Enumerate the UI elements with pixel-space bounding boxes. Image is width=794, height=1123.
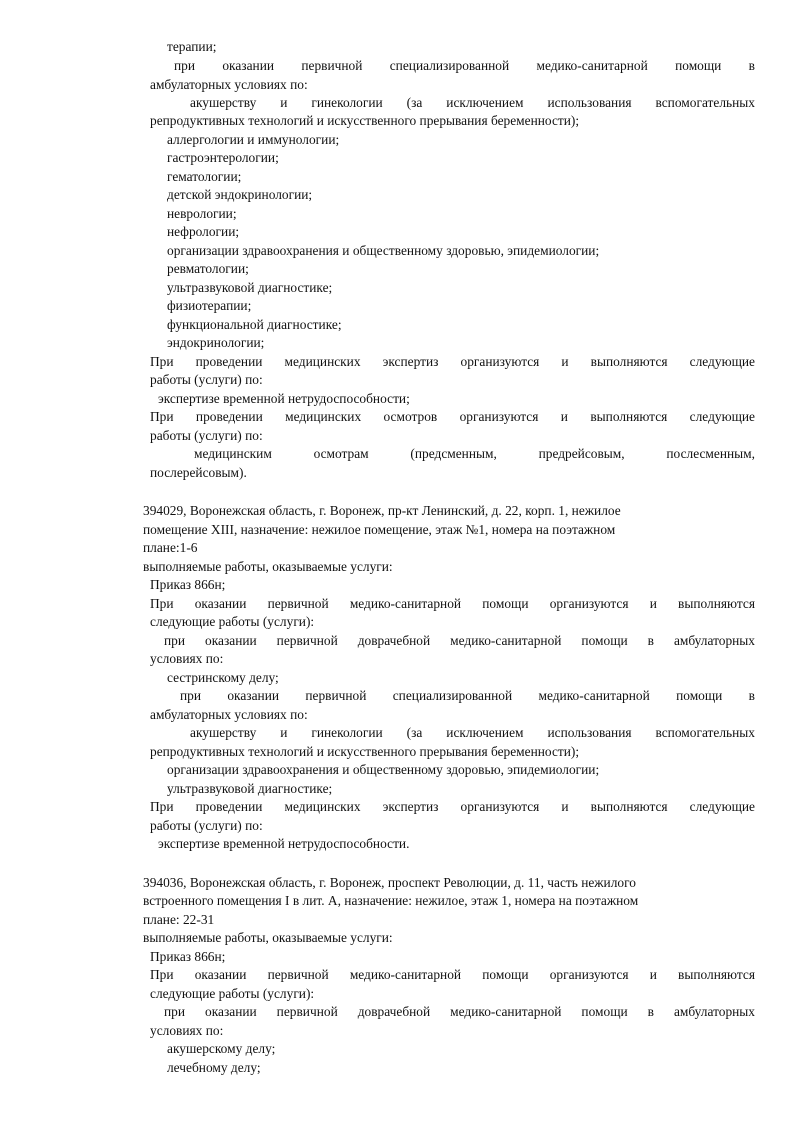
text-line: послерейсовым).	[150, 465, 247, 480]
text-line: экспертизе временной нетрудоспособности.	[158, 836, 410, 851]
address-line: 394029, Воронежская область, г. Воронеж, пр-кт Ленинский, д. 22, корп. 1, нежилое	[143, 503, 621, 518]
text-line: акушерству и гинекологии (за исключением использования вспомогательных	[190, 95, 755, 110]
text-line: неврологии;	[167, 206, 237, 221]
text-line: условиях по:	[150, 651, 224, 666]
text-line: При проведении медицинских осмотров организуются и выполняются следующие	[150, 409, 755, 424]
text-line: При оказании первичной медико-санитарной помощи организуются и выполняются	[150, 596, 755, 611]
text-line: ультразвуковой диагностике;	[167, 280, 333, 295]
address-line: встроенного помещения I в лит. А, назначение: нежилое, этаж 1, номера на поэтажном	[143, 893, 639, 908]
text-line: репродуктивных технологий и искусственного прерывания беременности);	[150, 113, 580, 128]
address-line: помещение XIII, назначение: нежилое помещение, этаж №1, номера на поэтажном	[143, 522, 616, 537]
text-line: при оказании первичной специализированной медико-санитарной помощи в	[174, 58, 755, 73]
text-line: гематологии;	[167, 169, 242, 184]
text-line: функциональной диагностике;	[167, 317, 342, 332]
text-line: амбулаторных условиях по:	[150, 707, 308, 722]
text-line: выполняемые работы, оказываемые услуги:	[143, 559, 393, 574]
text-line: детской эндокринологии;	[167, 187, 313, 202]
text-line: лечебному делу;	[167, 1060, 261, 1075]
text-line: экспертизе временной нетрудоспособности;	[158, 391, 410, 406]
text-line: сестринскому делу;	[167, 670, 279, 685]
text-line: нефрологии;	[167, 224, 240, 239]
text-line: следующие работы (услуги):	[150, 614, 315, 629]
text-line: работы (услуги) по:	[150, 428, 263, 443]
text-line: терапии;	[167, 39, 217, 54]
text-line: ультразвуковой диагностике;	[167, 781, 333, 796]
text-line: амбулаторных условиях по:	[150, 77, 308, 92]
address-line: 394036, Воронежская область, г. Воронеж, проспект Революции, д. 11, часть нежилого	[143, 875, 636, 890]
text-line: выполняемые работы, оказываемые услуги:	[143, 930, 393, 945]
text-line: Приказ 866н;	[150, 949, 226, 964]
text-line: следующие работы (услуги):	[150, 986, 315, 1001]
text-line: эндокринологии;	[167, 335, 265, 350]
text-line: организации здравоохранения и общественному здоровью, эпидемиологии;	[167, 762, 600, 777]
text-line: ревматологии;	[167, 261, 249, 276]
address-line: плане: 22-31	[143, 912, 215, 927]
text-line: аллергологии и иммунологии;	[167, 132, 340, 147]
text-line: условиях по:	[150, 1023, 224, 1038]
text-line: работы (услуги) по:	[150, 372, 263, 387]
text-line: гастроэнтерологии;	[167, 150, 279, 165]
text-line: физиотерапии;	[167, 298, 252, 313]
text-line: При оказании первичной медико-санитарной помощи организуются и выполняются	[150, 967, 755, 982]
text-line: акушерскому делу;	[167, 1041, 276, 1056]
text-line: при оказании первичной доврачебной медико-санитарной помощи в амбулаторных	[164, 633, 755, 648]
text-line: При проведении медицинских экспертиз организуются и выполняются следующие	[150, 354, 755, 369]
text-line: акушерству и гинекологии (за исключением использования вспомогательных	[190, 725, 755, 740]
text-line: медицинским осмотрам (предсменным, предрейсовым, послесменным,	[194, 446, 755, 461]
text-line: Приказ 866н;	[150, 577, 226, 592]
text-line: при оказании первичной специализированной медико-санитарной помощи в	[180, 688, 755, 703]
text-line: репродуктивных технологий и искусственного прерывания беременности);	[150, 744, 580, 759]
text-line: организации здравоохранения и общественному здоровью, эпидемиологии;	[167, 243, 600, 258]
text-line: работы (услуги) по:	[150, 818, 263, 833]
text-line: при оказании первичной доврачебной медико-санитарной помощи в амбулаторных	[164, 1004, 755, 1019]
address-line: плане:1-6	[143, 540, 198, 555]
text-line: При проведении медицинских экспертиз организуются и выполняются следующие	[150, 799, 755, 814]
